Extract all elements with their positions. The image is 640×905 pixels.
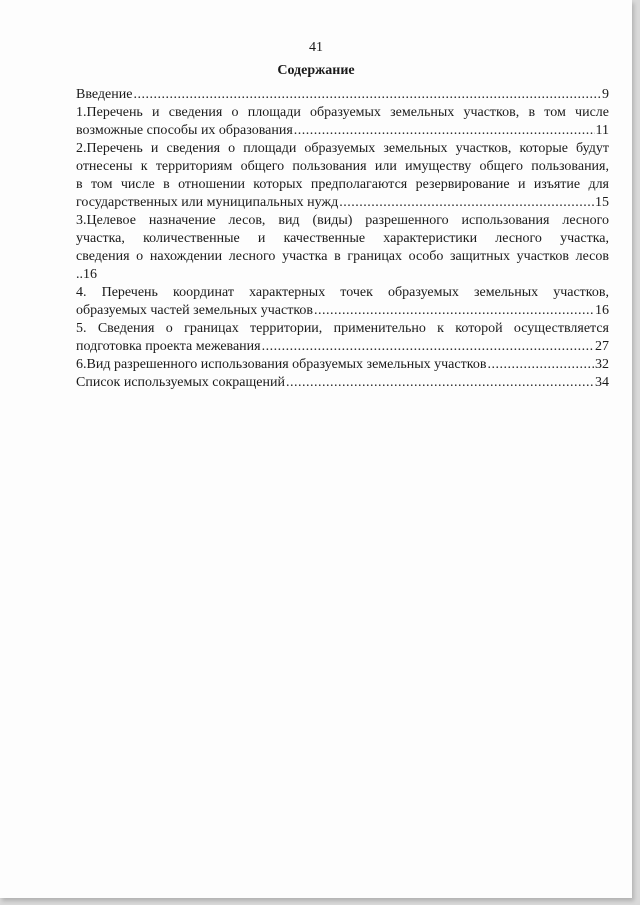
toc-entry-text: 3.Целевое назначение лесов, вид (виды) разрешенного использования лесного xyxy=(76,213,609,228)
toc-entry-text: сведения о нахождении лесного участка в границах особо защитных участков лесов xyxy=(76,249,609,264)
page-number: 41 xyxy=(309,40,323,55)
toc-page-number: 15 xyxy=(595,195,609,210)
toc-page-number: 9 xyxy=(602,87,609,102)
dot-leader xyxy=(487,356,594,374)
toc-page-number: 16 xyxy=(595,303,609,318)
toc-page-number: 34 xyxy=(595,375,609,390)
toc-entry-text: 4. Перечень координат характерных точек образуемых земельных участков, xyxy=(76,285,609,300)
toc-entry-section-4[interactable] xyxy=(76,284,609,320)
toc-entry-text: 5. Сведения о границах территории, применительно к которой осуществляется xyxy=(76,321,609,336)
toc-entry-section-6[interactable] xyxy=(76,356,609,374)
toc-entry-abbreviations[interactable] xyxy=(76,374,609,392)
toc-entry-text: 2.Перечень и сведения о площади образуемых земельных участков, которые будут xyxy=(76,141,609,156)
toc-entry-text: Список используемых сокращений xyxy=(76,375,285,390)
dot-leader xyxy=(339,194,594,212)
toc-entry-text: 6.Вид разрешенного использования образуемых земельных участков xyxy=(76,357,487,372)
toc-entry-section-1[interactable] xyxy=(76,104,609,140)
dot-leader xyxy=(262,338,594,356)
toc-entry-text: ..16 xyxy=(76,267,97,282)
toc-page-number: 32 xyxy=(595,357,609,372)
toc-page-number: 27 xyxy=(595,339,609,354)
dot-leader xyxy=(294,122,595,140)
toc-entry-text: отнесены к территориям общего пользования или имуществу общего пользования, xyxy=(76,159,609,174)
toc-entry-section-2[interactable] xyxy=(76,140,609,212)
toc-entry-introduction[interactable] xyxy=(76,86,609,104)
toc-entry-section-5[interactable] xyxy=(76,320,609,356)
toc-entry-text: образуемых частей земельных участков xyxy=(76,303,314,318)
toc-entry-text: в том числе в отношении которых предполагаются резервирование и изъятие для xyxy=(76,177,609,192)
toc-title: Содержание xyxy=(277,63,355,78)
dot-leader xyxy=(286,374,594,392)
toc-entry-text: подготовка проекта межевания xyxy=(76,339,261,354)
toc-entry-text: государственных или муниципальных нужд xyxy=(76,195,339,210)
toc-page-number: 11 xyxy=(595,123,609,138)
toc-entry-text: участка, количественные и качественные характеристики лесного участка, xyxy=(76,231,609,246)
table-of-contents xyxy=(76,86,609,392)
toc-entry-text: Введение xyxy=(76,87,133,102)
toc-entry-text: 1.Перечень и сведения о площади образуемых земельных участков, в том числе xyxy=(76,105,609,120)
toc-entry-text: возможные способы их образования xyxy=(76,123,293,138)
toc-entry-section-3[interactable] xyxy=(76,212,609,284)
dot-leader xyxy=(314,302,594,320)
dot-leader xyxy=(133,86,601,104)
